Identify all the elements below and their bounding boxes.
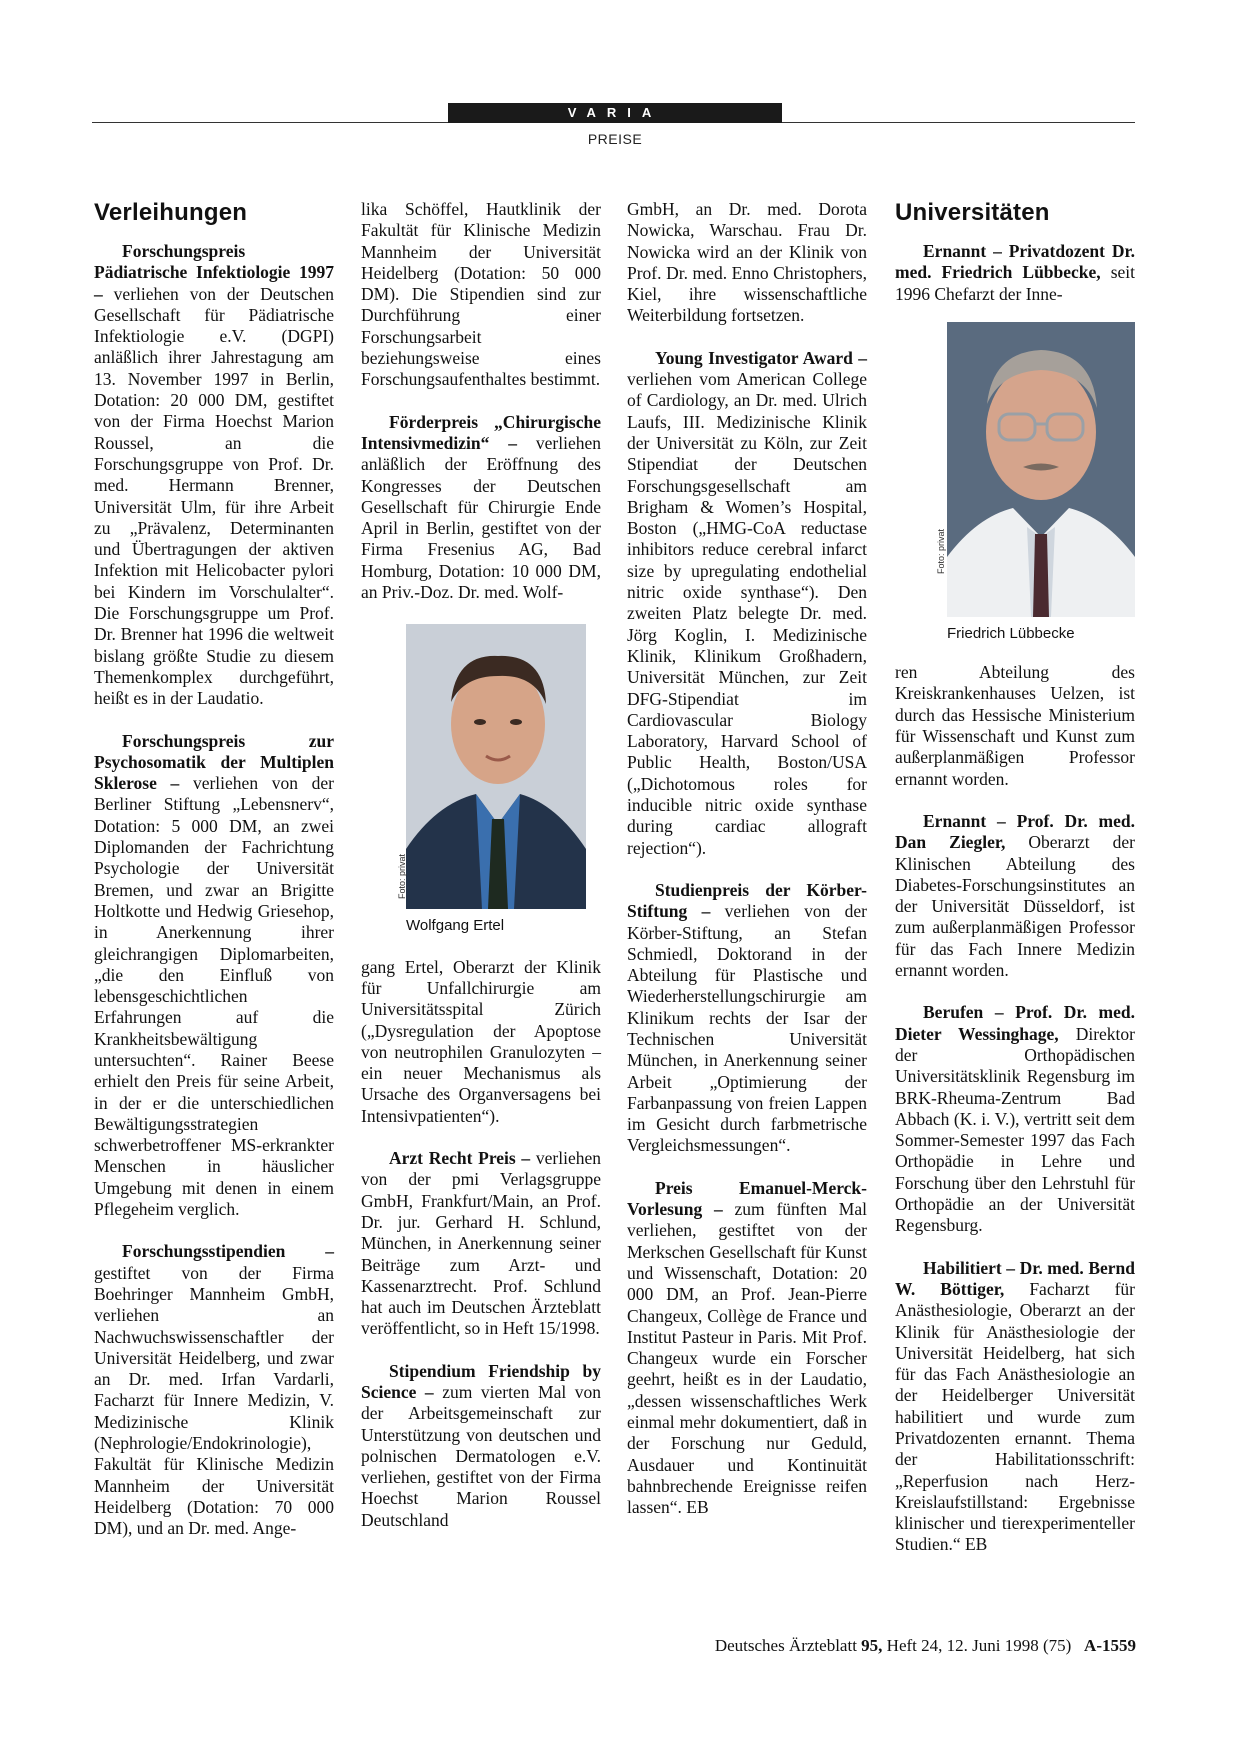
article-paragraph (361, 199, 601, 391)
award-title: Berufen – Prof. Dr. med. Dieter Wessinghage, (895, 1002, 1135, 1044)
award-title: Young Investigator Award – (655, 347, 867, 368)
section-title-universitaeten: Universitäten (895, 199, 1050, 226)
portrait-image (406, 624, 586, 909)
article-paragraph (94, 731, 334, 1221)
page-footer (630, 1636, 1136, 1656)
award-title: Ernannt – Prof. Dr. med. Dan Ziegler, (895, 810, 1135, 853)
paragraph-text: gestiftet von der Firma Boehringer Mannheim GmbH, verliehen an Nachwuchswissenschaftler der Universität Heidelberg, und zwar an Dr. med. Irfan Vardarli, Facharzt für Innere Medizin, V. Medizinische Klinik (Nephrologie/Endokrinologie), Fakultät für Klinische Medizin Mannheim der Universität Heidelberg (Dotation: 70 000 DM), und an Dr. med. Ange- (94, 1262, 334, 1539)
award-title: Studienpreis der Körber-Stiftung – (627, 879, 867, 922)
paragraph-text: verliehen von der pmi Verlagsgruppe GmbH, Frankfurt/Main, an Prof. Dr. jur. Gerhard H. Schlund, München, in Anerkennung seiner Beiträge zum Arzt- und Kassenarztrecht. Prof. Schlund hat auch im Deutschen Ärzteblatt veröffentlicht, so in Heft 15/1998. (361, 1148, 601, 1339)
paragraph-text: seit 1996 Chefarzt der Inne- (895, 262, 1135, 304)
volume-number: 95, (861, 1636, 883, 1655)
paragraph-text: ren Abteilung des Kreiskrankenhauses Uelzen, ist durch das Hessische Ministerium für Wissenschaft und Kunst zum außerplanmäßigen Professor ernannt worden. (895, 662, 1135, 789)
portrait-image (947, 322, 1135, 617)
award-title: Forschungspreis Pädiatrische Infektiologie 1997 – (94, 241, 334, 304)
section-title-verleihungen: Verleihungen (94, 199, 248, 226)
award-title: Forschungspreis zur Psychosomatik der Multiplen Sklerose – (94, 730, 334, 794)
photo-caption: Wolfgang Ertel (406, 917, 505, 935)
paragraph-text: GmbH, an Dr. med. Dorota Nowicka, Warschau. Frau Dr. Nowicka wird an der Klinik von Prof. Dr. med. Enno Christophers, Kiel, ihre wissenschaftliche Weiterbildung fortsetzen. (627, 199, 867, 326)
article-paragraph (94, 241, 334, 710)
article-paragraph (627, 199, 867, 327)
article-paragraph (895, 662, 1135, 790)
award-title: Förderpreis „Chirurgische Intensivmedizin“ – (361, 411, 601, 453)
article-paragraph (895, 1258, 1135, 1556)
award-title: Stipendium Friendship by Science – (361, 1360, 601, 1402)
column-3 (627, 199, 867, 1540)
article-paragraph (361, 957, 601, 1127)
paragraph-text: Direktor der Orthopädischen Universitätsklinik Regensburg im BRK-Rheuma-Zentrum Bad Abbach (K. i. V.), vertritt seit dem Sommer-Semester 1997 das Fach Orthopädie in Lehre und Forschung über den Lehrstuhl für Orthopädie an der Universität Regensburg. (895, 1023, 1135, 1236)
paragraph-text: verliehen von der Berliner Stiftung „Lebensnerv“, Dotation: 5 000 DM, an zwei Diplomanden der Fachrichtung Psychologie der Universität Bremen, und zwar an Brigitte Holtkotte und Hedwig Griesehop, in Anerkennung ihrer gleichrangigen Diplomarbeiten, „die den Einfluß von lebensgeschichtlichen Erfahrungen auf die Krankheitsbewältigung untersuchten“. Rainer Beese erhielt den Preis für seine Arbeit, in der er die unterschiedlichen Bewältigungsstrategien schwerbetroffener MS-erkrankter Menschen in häuslicher Umgebung mit denen in einem Pflegeheim verglich. (94, 773, 334, 1220)
article-paragraph (627, 348, 867, 859)
paragraph-text: verliehen vom American College of Cardiology, an Dr. med. Ulrich Laufs, III. Medizinische Klinik der Universität zu Köln, zur Zeit Stipendiat der Deutschen Forschungsgesellschaft am Brigham & Women’s Hospital, Boston („HMG-CoA reductase inhibitors reduce cerebral infarct size by upregulating endothelial nitric oxide synthase“). Den zweiten Platz belegte Dr. med. Jörg Koglin, I. Medizinische Klinik, Klinikum Großhadern, Universität München, zur Zeit DFG-Stipendiat im Cardiovascular Biology Laboratory, Harvard School of Public Health, Boston/USA („Dichotomous roles for inducible nitric oxide synthase during cardiac allograft rejection“). (627, 369, 867, 858)
paragraph-text: gang Ertel, Oberarzt der Klinik für Unfallchirurgie am Universitätsspital Zürich („Dysregulation der Apoptose von neutrophilen Granulozyten – ein neuer Mechanismus als Ursache des Organversagens bei Intensivpatienten“). (361, 956, 601, 1126)
award-title: Preis Emanuel-Merck-Vorlesung – (627, 1177, 867, 1220)
paragraph-text: verliehen anläßlich der Eröffnung des Kongresses der Deutschen Gesellschaft für Chirurgie Ende April in Berlin, gestiftet von der Firma Fresenius AG, Bad Homburg, Dotation: 10 000 DM, an Priv.-Doz. Dr. med. Wolf- (361, 432, 601, 603)
photo-credit: Foto: privat (936, 528, 946, 574)
article-paragraph (361, 1361, 601, 1531)
paragraph-text: Facharzt für Anästhesiologie, Oberarzt an der Klinik für Anästhesiologie der Universität Heidelberg, hat sich für das Fach Anästhesiologie an der Heidelberger Universität habilitiert und wurde zum Privatdozenten ernannt. Thema der Habilitationsschrift: „Reperfusion nach Herz-Kreislaufstillstand: Ergebnisse klinischer und tierexperimenteller Studien.“ EB (895, 1278, 1135, 1555)
article-paragraph (895, 241, 1135, 305)
article-paragraph (895, 811, 1135, 981)
section-header: VARIA (448, 103, 782, 123)
article-paragraph (627, 1178, 867, 1519)
journal-name: Deutsches Ärzteblatt (714, 1636, 862, 1655)
award-title: Arzt Recht Preis – (389, 1148, 531, 1169)
photo-credit: Foto: privat (397, 854, 407, 900)
award-title: Ernannt – Privatdozent Dr. med. Friedrich Lübbecke, (895, 241, 1135, 283)
paragraph-text: zum vierten Mal von der Arbeitsgemeinschaft zur Unterstützung von deutschen und polnischen Dermatologen e.V. verliehen, gestiftet von der Firma Hoechst Marion Roussel Deutschland (361, 1381, 601, 1530)
column-4 (895, 199, 1135, 1577)
photo-caption: Friedrich Lübbecke (947, 624, 1075, 642)
paragraph-text: Oberarzt der Klinischen Abteilung des Diabetes-Forschungsinstitutes an der Universität Düsseldorf, ist zum außerplanmäßigen Professor für das Fach Innere Medizin ernannt worden. (895, 832, 1135, 981)
paragraph-text: lika Schöffel, Hautklinik der Fakultät für Klinische Medizin Mannheim der Universität Heidelberg (Dotation: 50 000 DM). Die Stipendien sind zur Durchführung einer Forschungsarbeit beziehungsweise eines Forschungsaufenthaltes bestimmt. (361, 199, 601, 390)
page-number: A-1559 (1084, 1636, 1136, 1655)
award-title: Forschungsstipendien – (122, 1241, 334, 1262)
photo-wolfgang-ertel (397, 624, 586, 936)
paragraph-text: zum fünften Mal verliehen, gestiftet von der Merkschen Gesellschaft für Kunst und Wissenschaft, Dotation: 20 000 DM, an Prof. Jean-Pierre Changeux, Collège de France und Institut Pasteur in Paris. Mit Prof. Changeux wurde ein Forscher geehrt, heißt es in der Laudatio, „dessen wissenschaftliches Werk einmal mehr dokumentiert, daß in der Forschung nur Geduld, Ausdauer und Kontinuität bahnbrechende Ereignisse reifen lassen“. EB (627, 1199, 867, 1518)
photo-friedrich-luebbecke (936, 322, 1135, 644)
column-2 (361, 199, 601, 1552)
column-1 (94, 199, 334, 1561)
paragraph-text: verliehen von der Deutschen Gesellschaft für Pädiatrische Infektiologie e.V. (DGPI) anläßlich ihrer Jahrestagung am 13. November 1997 in Berlin, Dotation: 20 000 DM, gestiftet von der Firma Hoechst Marion Roussel, an die Forschungsgruppe von Prof. Dr. med. Hermann Brenner, Universität Ulm, für ihre Arbeit zu „Prävalenz, Determinanten und Übertragungen der aktiven Infektion mit Helicobacter pylori bei Kindern im Vorschulalter“. Die Forschungsgruppe um Prof. Dr. Brenner hat 1996 die weltweit bislang größte Studie zu diesem Themenkomplex durchgeführt, heißt es in der Laudatio. (94, 283, 334, 709)
paragraph-text: verliehen von der Körber-Stiftung, an Stefan Schmiedl, Doktorand in der Abteilung für Plastische und Wiederherstellungschirurgie am Klinikum rechts der Isar der Technischen Universität München, in Anerkennung seiner Arbeit „Optimierung der Farbanpassung von freien Lappen im Gesicht durch farbmetrische Vergleichsmessungen“. (627, 901, 867, 1156)
award-title: Habilitiert – Dr. med. Bernd W. Böttiger, (895, 1257, 1135, 1299)
article-paragraph (895, 1002, 1135, 1236)
article-paragraph (361, 1148, 601, 1340)
article-paragraph (94, 1241, 334, 1539)
subsection-header: PREISE (587, 131, 643, 147)
article-paragraph (361, 412, 601, 604)
issue-info: Heft 24, 12. Juni 1998 (75) (882, 1636, 1072, 1655)
article-paragraph (627, 880, 867, 1157)
